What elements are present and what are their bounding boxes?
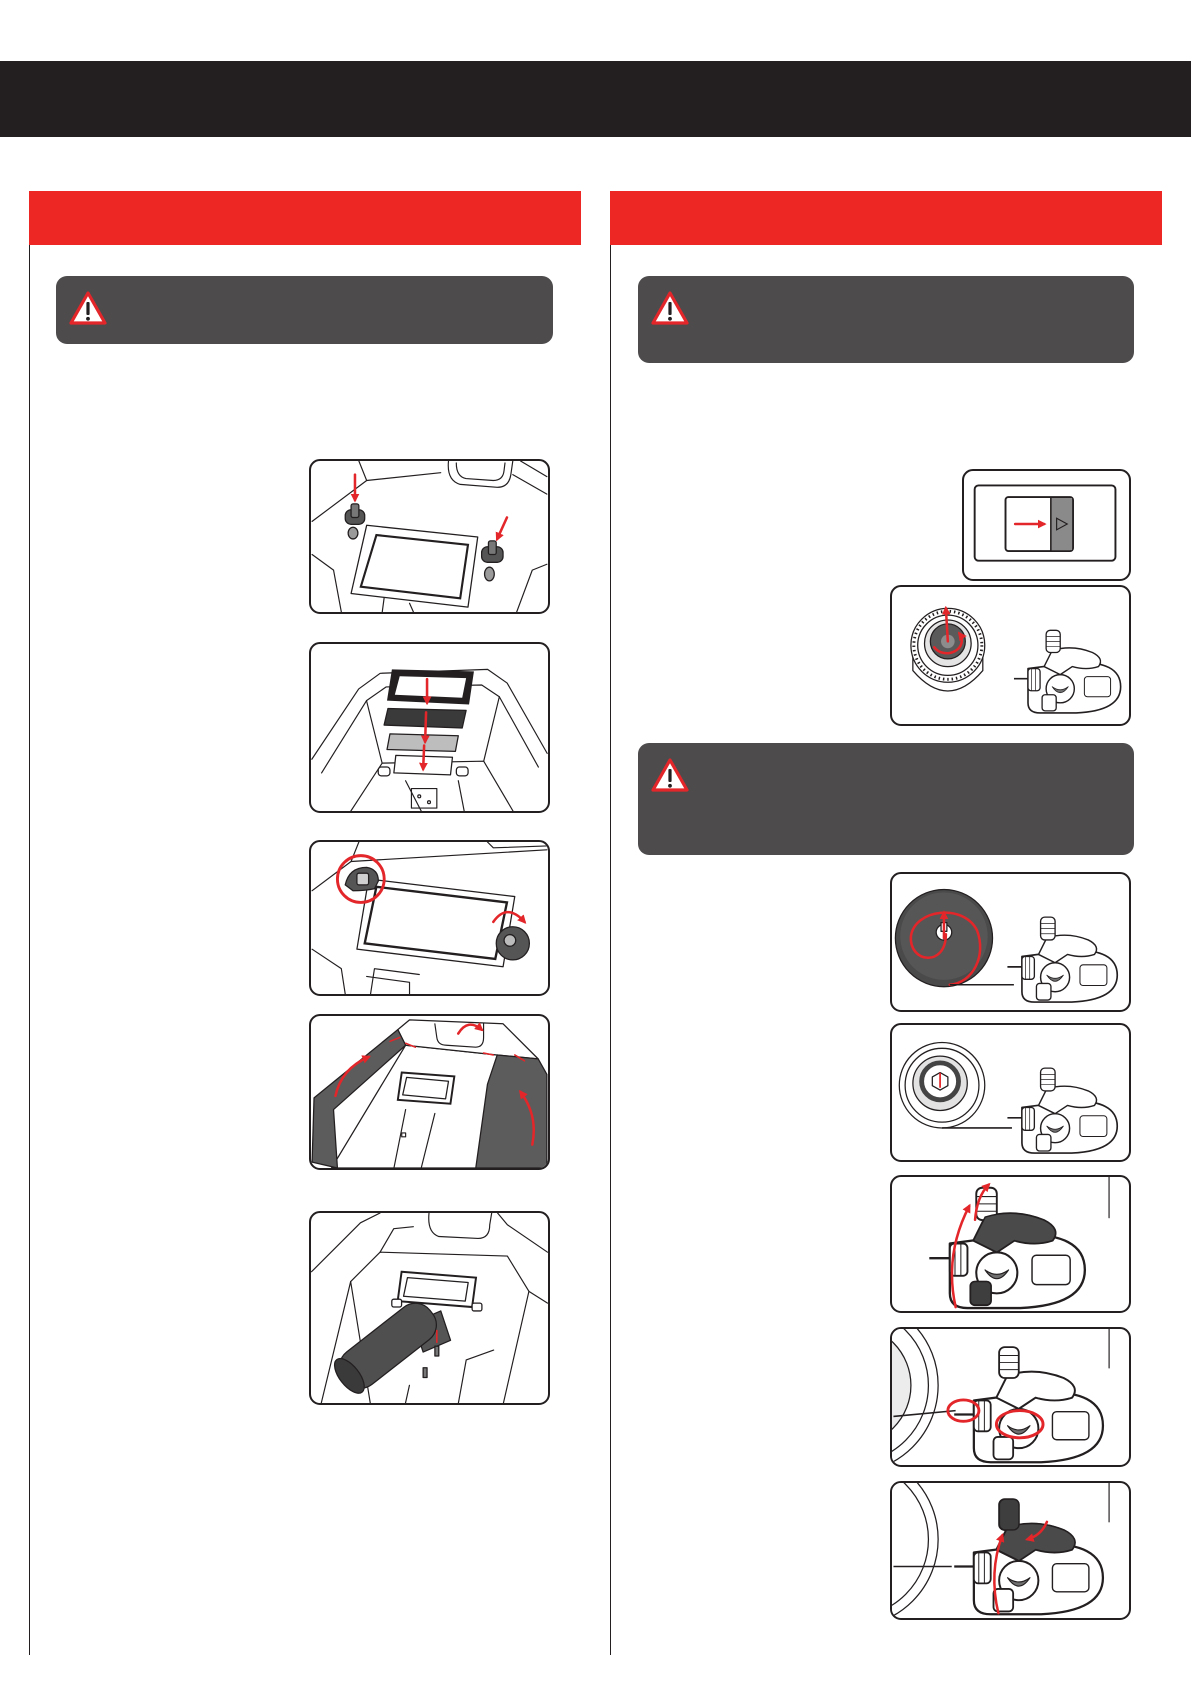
figure-twist-knob (890, 585, 1131, 726)
reel-mechanism (1007, 1068, 1117, 1153)
press-arrow-right (497, 518, 507, 539)
figure-press-latches (309, 459, 550, 614)
figure-light-spool (890, 1023, 1131, 1162)
reel-mechanism (1014, 630, 1121, 713)
spool-edge (892, 1329, 938, 1465)
warning-triangle-icon (650, 757, 690, 793)
spool-edge (892, 1483, 938, 1618)
right-section-rule (610, 245, 611, 1655)
filter-pad-gray (387, 734, 458, 752)
filter-recess-inner (361, 535, 468, 598)
power-switch-illustration (964, 471, 1129, 579)
warning-triangle-icon (68, 290, 108, 326)
filter-frame (387, 669, 474, 704)
rotate-latch-illustration (311, 842, 548, 994)
right-warning-box-1 (638, 276, 1134, 363)
left-warning-box (56, 276, 553, 344)
right-latch (496, 927, 529, 960)
figure-lever-lift (890, 1175, 1131, 1313)
figure-filter-stack (309, 642, 550, 813)
reel-mechanism (1007, 917, 1117, 1002)
figure-fold-walls (309, 1014, 550, 1170)
fold-walls-illustration (311, 1016, 548, 1168)
figure-power-switch (962, 469, 1131, 581)
left-latch (345, 504, 364, 539)
left-latch (345, 867, 378, 890)
light-spool-illustration (892, 1025, 1129, 1160)
warning-triangle-icon (650, 290, 690, 326)
twist-knob-illustration (892, 587, 1129, 724)
lever-lift-illustration (892, 1177, 1129, 1311)
right-section-header (610, 191, 1162, 245)
figure-line-threading (890, 1327, 1131, 1467)
figure-lever-close (890, 1481, 1131, 1620)
down-arrow-2 (425, 712, 426, 741)
filter-stack-illustration (311, 644, 548, 811)
dark-spool-illustration (892, 874, 1129, 1010)
page-header-band (0, 61, 1191, 137)
spool (899, 1042, 984, 1127)
reel-mechanism (954, 1499, 1103, 1614)
right-warning-box-2 (638, 743, 1134, 855)
right-latch (482, 541, 503, 581)
switch-on-side (1051, 498, 1072, 550)
down-arrow-3 (423, 746, 424, 769)
insert-cylinder-illustration (311, 1213, 548, 1403)
lever-close-illustration (892, 1483, 1129, 1618)
figure-insert-cylinder (309, 1211, 550, 1405)
line-threading-illustration (892, 1329, 1129, 1465)
left-section-header (29, 191, 581, 245)
figure-dark-spool (890, 872, 1131, 1012)
figure-rotate-latch (309, 840, 550, 996)
press-latches-illustration (311, 461, 548, 612)
left-section-rule (29, 245, 30, 1655)
